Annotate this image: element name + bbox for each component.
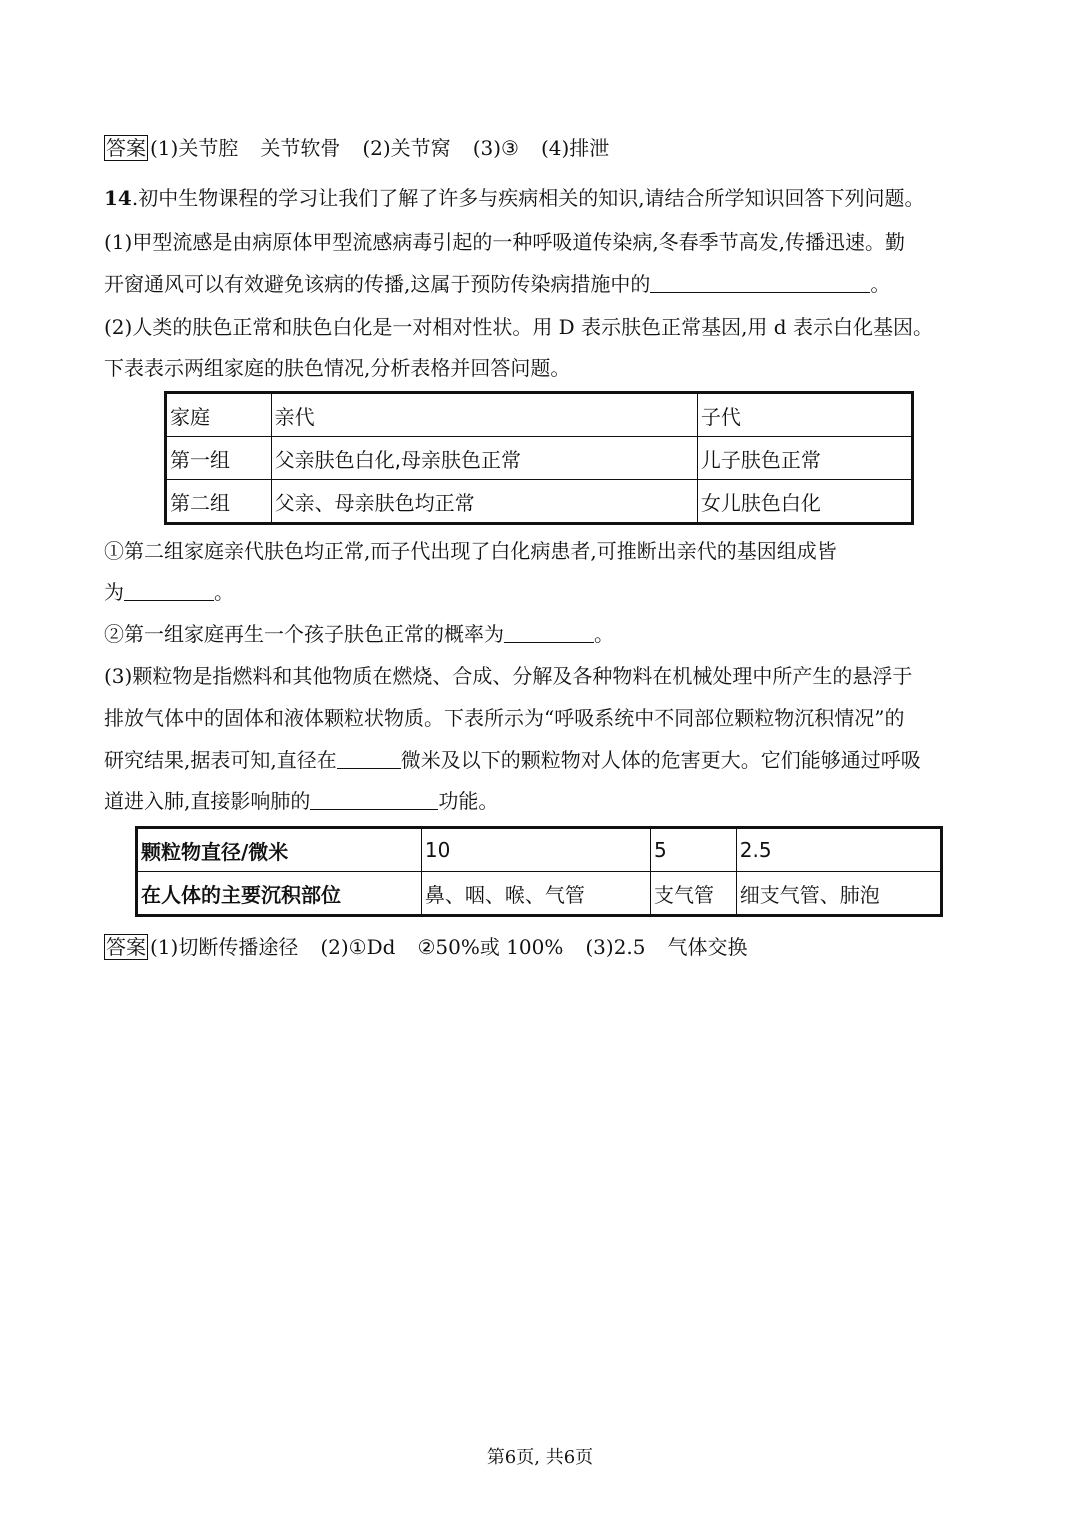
part-1-text: 开窗通风可以有效避免该病的传播,这属于预防传染病措施中的 xyxy=(104,272,651,296)
answer-blank xyxy=(504,622,594,643)
part-3-line-1: (3)颗粒物是指燃料和其他物质在燃烧、合成、分解及各种物料在机械处理中所产生的悬浮于 xyxy=(104,664,913,688)
question-14-stem xyxy=(104,184,925,212)
answer-blank xyxy=(310,789,438,810)
family-skin-table xyxy=(164,391,914,525)
answer-part: (4)排泄 xyxy=(540,136,610,160)
table-cell: 第一组 xyxy=(166,437,272,480)
answer-part: (3)2.5 xyxy=(585,935,646,959)
page-footer: 第6页, 共6页 xyxy=(486,1447,594,1468)
question-number: 14 xyxy=(104,186,132,210)
table-cell: 女儿肤色白化 xyxy=(697,480,912,524)
table-header-row xyxy=(166,393,913,437)
answer-part: ②50%或 100% xyxy=(417,935,564,959)
part-3-line-2: 排放气体中的固体和液体颗粒状物质。下表所示为“呼吸系统中不同部位颗粒物沉积情况”的 xyxy=(104,706,905,730)
part-2-line-2: 下表表示两组家庭的肤色情况,分析表格并回答问题。 xyxy=(104,356,571,380)
part-3-line-3 xyxy=(104,746,921,774)
answer-part: 关节软骨 xyxy=(260,136,341,160)
answer-part: (1)切断传播途径 xyxy=(150,935,299,959)
table-cell: 儿子肤色正常 xyxy=(697,437,912,480)
table-header-cell: 家庭 xyxy=(166,393,272,437)
answer-14 xyxy=(104,933,748,961)
answer-part: (2)①Dd xyxy=(320,935,396,959)
answer-part: (2)关节窝 xyxy=(362,136,451,160)
answer-tag: 答案 xyxy=(106,136,146,160)
sub-question-1-line-2 xyxy=(104,578,234,606)
particle-deposition-table xyxy=(135,826,943,917)
answer-part: (1)关节腔 xyxy=(150,136,239,160)
table-cell: 支气管 xyxy=(651,872,737,916)
table-cell: 2.5 xyxy=(736,828,941,872)
table-row xyxy=(137,828,942,872)
table-cell: 颗粒物直径/微米 xyxy=(137,828,422,872)
period: 。 xyxy=(870,272,891,296)
part-3-text: 研究结果,据表可知,直径在 xyxy=(104,748,337,772)
part-3-line-4 xyxy=(104,787,498,815)
answer-13 xyxy=(104,134,609,162)
part-1-line-2 xyxy=(104,270,890,298)
answer-blank xyxy=(337,748,401,769)
table-cell: 细支气管、肺泡 xyxy=(736,872,941,916)
part-3-text: 微米及以下的颗粒物对人体的危害更大。它们能够通过呼吸 xyxy=(400,748,921,772)
question-stem-text: .初中生物课程的学习让我们了解了许多与疾病相关的知识,请结合所学知识回答下列问题。 xyxy=(131,186,925,210)
sub-question-1-text: 为 xyxy=(104,580,124,604)
part-2-line-1: (2)人类的肤色正常和肤色白化是一对相对性状。用 D 表示肤色正常基因,用 d 表示白化基因。 xyxy=(104,315,933,339)
part-3-text: 道进入肺,直接影响肺的 xyxy=(104,789,311,813)
answer-tag: 答案 xyxy=(106,935,146,959)
table-cell: 第二组 xyxy=(166,480,272,524)
table-cell: 父亲、母亲肤色均正常 xyxy=(271,480,697,524)
table-cell: 5 xyxy=(651,828,737,872)
part-3-text: 功能。 xyxy=(438,789,499,813)
table-row xyxy=(166,480,913,524)
answer-blank xyxy=(124,580,214,601)
table-cell: 鼻、咽、喉、气管 xyxy=(421,872,650,916)
table-row xyxy=(137,872,942,916)
answer-part: (3)③ xyxy=(472,136,519,160)
table-cell: 在人体的主要沉积部位 xyxy=(137,872,422,916)
table-header-cell: 子代 xyxy=(697,393,912,437)
sub-question-1-line-1: ①第二组家庭亲代肤色均正常,而子代出现了白化病患者,可推断出亲代的基因组成皆 xyxy=(104,539,837,563)
period: 。 xyxy=(214,580,234,604)
answer-blank xyxy=(650,272,870,293)
part-1-line-1: (1)甲型流感是由病原体甲型流感病毒引起的一种呼吸道传染病,冬春季节高发,传播迅速。勤 xyxy=(104,230,906,254)
table-cell: 父亲肤色白化,母亲肤色正常 xyxy=(271,437,697,480)
table-row xyxy=(166,437,913,480)
sub-question-2-text: ②第一组家庭再生一个孩子肤色正常的概率为 xyxy=(104,622,504,646)
sub-question-2 xyxy=(104,620,614,648)
table-cell: 10 xyxy=(421,828,650,872)
answer-part: 气体交换 xyxy=(667,935,748,959)
table-header-cell: 亲代 xyxy=(271,393,697,437)
period: 。 xyxy=(594,622,614,646)
